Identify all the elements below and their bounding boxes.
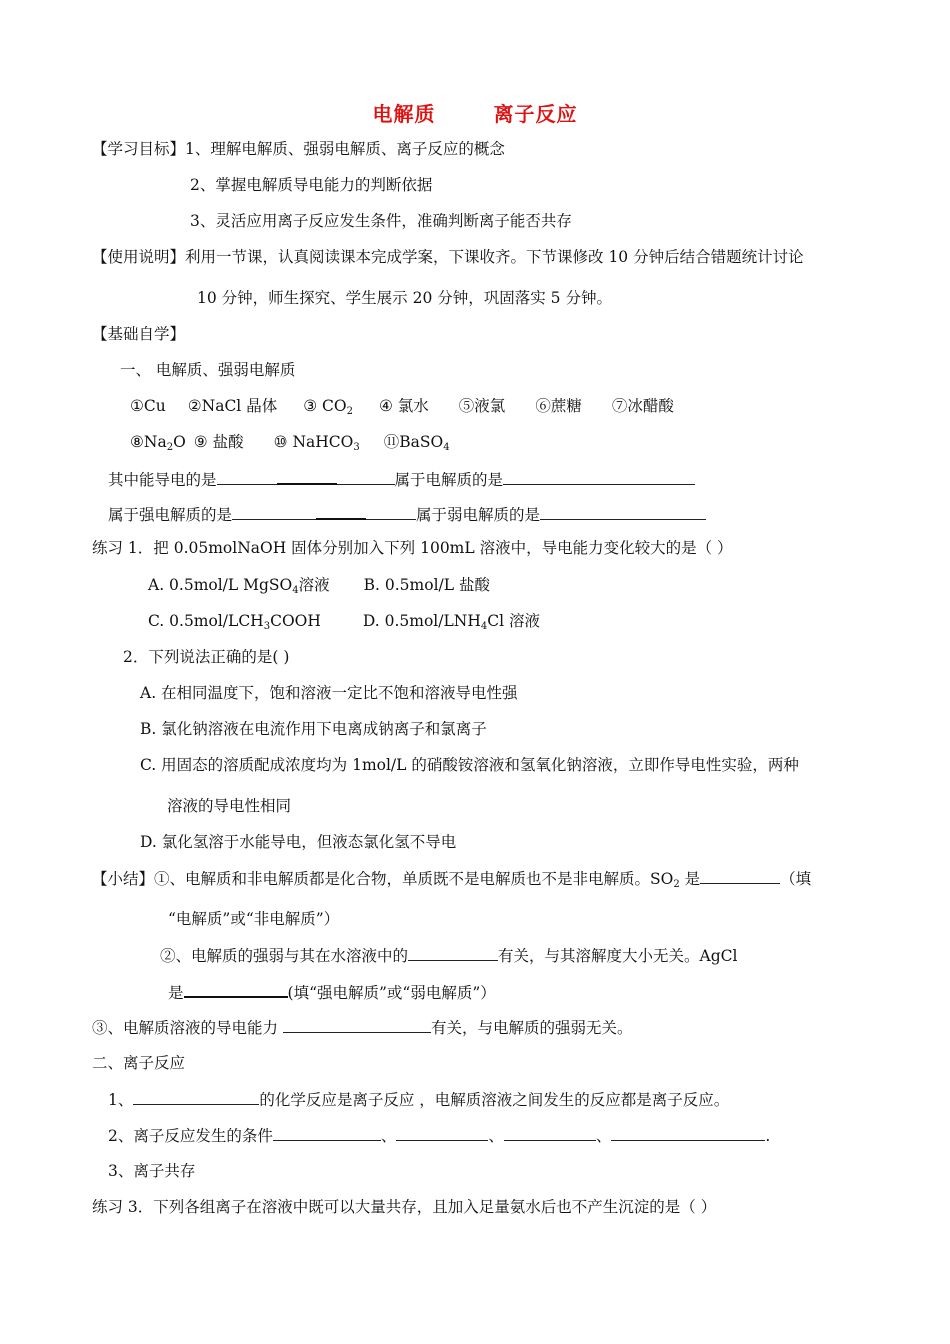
objective-3: 3、灵活应用离子反应发生条件，准确判断离子能否共存 bbox=[190, 212, 572, 230]
usage-line-1 bbox=[92, 247, 804, 267]
summary-point-2: ②、电解质的强弱与其在水溶液中的 有关，与其溶解度大小无关。AgCl bbox=[160, 947, 738, 965]
exercise3-stem: 练习 3．下列各组离子在溶液中既可以大量共存，且加入足量氨水后也不产生沉淀的是（ ） bbox=[92, 1198, 717, 1216]
answer-blank-condition-4[interactable] bbox=[611, 1125, 765, 1141]
exercise1-option-a: A. 0.5mol/L MgSO$_4$溶液 bbox=[148, 576, 330, 596]
answer-blank-so2[interactable] bbox=[700, 868, 780, 884]
exercise1-stem: 练习 1．把 0.05molNaOH 固体分别加入下列 100mL 溶液中，导电能力变化较大的是（ ） bbox=[92, 539, 733, 557]
objectives-label: 【学习目标】 bbox=[92, 140, 186, 158]
exercise2-option-d: D. 氯化氢溶于水能导电，但液态氯化氢不导电 bbox=[140, 833, 457, 851]
answer-blank-conductivity[interactable] bbox=[283, 1017, 431, 1033]
substance-hydrochloric-acid: ⑨ 盐酸 bbox=[193, 433, 244, 451]
substance-nahco3: ⑩ NaHCO$_3$ bbox=[273, 433, 360, 453]
answer-blank-ionic-reaction-def[interactable] bbox=[133, 1089, 259, 1105]
objective-1: 1、理解电解质、强弱电解质、离子反应的概念 bbox=[185, 140, 505, 158]
exercise2-option-c-line1: C. 用固态的溶质配成浓度均为 1mol/L 的硝酸铵溶液和氢氧化钠溶液，立即作导电性实验，两种 bbox=[140, 756, 799, 774]
substance-glacial-acetic-acid: ⑦冰醋酸 bbox=[611, 397, 674, 415]
usage-text-1: 利用一节课，认真阅读课本完成学案，下课收齐。下节课修改 10 分钟后结合错题统计讨论 bbox=[185, 248, 804, 266]
section2-item-2: 2、离子反应发生的条件 、 、 、 . bbox=[108, 1127, 771, 1145]
question-strong-weak bbox=[108, 503, 706, 525]
q-weak-label: 属于弱电解质的是 bbox=[416, 506, 541, 524]
basic-label: 【基础自学】 bbox=[92, 325, 186, 343]
exercise1-options-ab bbox=[148, 575, 490, 601]
exercise2-option-b: B. 氯化钠溶液在电流作用下电离成钠离子和氯离子 bbox=[140, 720, 487, 738]
exercise1-option-b: B. 0.5mol/L 盐酸 bbox=[363, 576, 490, 594]
substance-na2o: $⑧Na_2O$ bbox=[130, 433, 186, 453]
answer-blank-conductive-c[interactable] bbox=[337, 469, 395, 485]
exercise1-option-c: C. $0.5mol/LCH_3COOH$ bbox=[148, 612, 321, 632]
answer-blank-conductive-a[interactable] bbox=[217, 469, 277, 485]
answer-blank-agcl[interactable] bbox=[184, 981, 288, 998]
usage-text-2: 10 分钟，师生探究、学生展示 20 分钟，巩固落实 5 分钟。 bbox=[197, 289, 612, 307]
summary-fill-hint: （填 bbox=[780, 870, 812, 888]
answer-blank-strong-a[interactable] bbox=[232, 504, 316, 520]
substance-row-1 bbox=[130, 396, 674, 422]
answer-blank-condition-2[interactable] bbox=[396, 1125, 488, 1141]
section1-heading: 一、 电解质、强弱电解质 bbox=[120, 361, 296, 379]
q-strong-label: 属于强电解质的是 bbox=[108, 506, 233, 524]
q-electrolyte-label: 属于电解质的是 bbox=[394, 471, 504, 489]
objectives-line-1 bbox=[92, 139, 505, 159]
summary-point-1-options: “电解质”或“非电解质”） bbox=[168, 910, 340, 928]
substance-nacl: ②NaCl 晶体 bbox=[187, 397, 278, 415]
page-title bbox=[0, 98, 950, 127]
summary-line-1 bbox=[92, 868, 811, 895]
summary-point-1: ①、电解质和非电解质都是化合物，单质既不是电解质也不是非电解质。$SO_2$ 是 bbox=[154, 870, 701, 890]
exercise1-option-d: D. $0.5mol/LNH_4Cl$ 溶液 bbox=[362, 612, 540, 632]
exercise2-option-c-line2: 溶液的导电性相同 bbox=[167, 797, 292, 815]
section2-heading: 二、离子反应 bbox=[92, 1054, 186, 1072]
answer-blank-conductive-b[interactable] bbox=[277, 468, 337, 485]
exercise2-option-a: A. 在相同温度下，饱和溶液一定比不饱和溶液导电性强 bbox=[140, 684, 518, 702]
substance-liquid-chlorine: ⑤液氯 bbox=[458, 397, 506, 415]
substance-cu: ①Cu bbox=[130, 397, 166, 415]
answer-blank-condition-1[interactable] bbox=[273, 1125, 381, 1141]
question-conductive-electrolyte bbox=[108, 468, 695, 490]
substance-chlorine-water: ④ 氯水 bbox=[378, 397, 429, 415]
substance-co2: ③ $CO_2$ bbox=[303, 397, 353, 417]
substance-row-2 bbox=[130, 432, 450, 458]
answer-blank-strong-b[interactable] bbox=[316, 503, 366, 520]
section2-item-3: 3、离子共存 bbox=[108, 1162, 196, 1180]
answer-blank-strength-factor[interactable] bbox=[408, 945, 498, 961]
usage-label: 【使用说明】 bbox=[92, 248, 186, 266]
q-conductive-label: 其中能导电的是 bbox=[108, 471, 217, 489]
summary-point-2-agcl: 是 (填“强电解质”或“弱电解质”） bbox=[168, 981, 496, 1003]
exercise2-stem: 2．下列说法正确的是( ) bbox=[123, 648, 290, 666]
substance-sucrose: ⑥蔗糖 bbox=[535, 397, 582, 415]
answer-blank-strong-c[interactable] bbox=[366, 504, 416, 520]
summary-point-3: ③、电解质溶液的导电能力 有关，与电解质的强弱无关。 bbox=[92, 1019, 633, 1037]
answer-blank-electrolyte[interactable] bbox=[503, 469, 695, 485]
title-part-electrolyte: 电解质 bbox=[372, 102, 436, 126]
title-part-ionic-reaction: 离子反应 bbox=[493, 102, 578, 126]
summary-label: 【小结】 bbox=[92, 870, 155, 888]
exercise1-options-cd bbox=[148, 611, 540, 637]
section2-item-1: 1、 的化学反应是离子反应 ，电解质溶液之间发生的反应都是离子反应。 bbox=[108, 1091, 730, 1109]
objective-2: 2、掌握电解质导电能力的判断依据 bbox=[190, 176, 433, 194]
answer-blank-weak[interactable] bbox=[540, 504, 706, 520]
answer-blank-condition-3[interactable] bbox=[504, 1125, 596, 1141]
substance-baso4: ⑪BaSO$_4$ bbox=[383, 433, 450, 453]
